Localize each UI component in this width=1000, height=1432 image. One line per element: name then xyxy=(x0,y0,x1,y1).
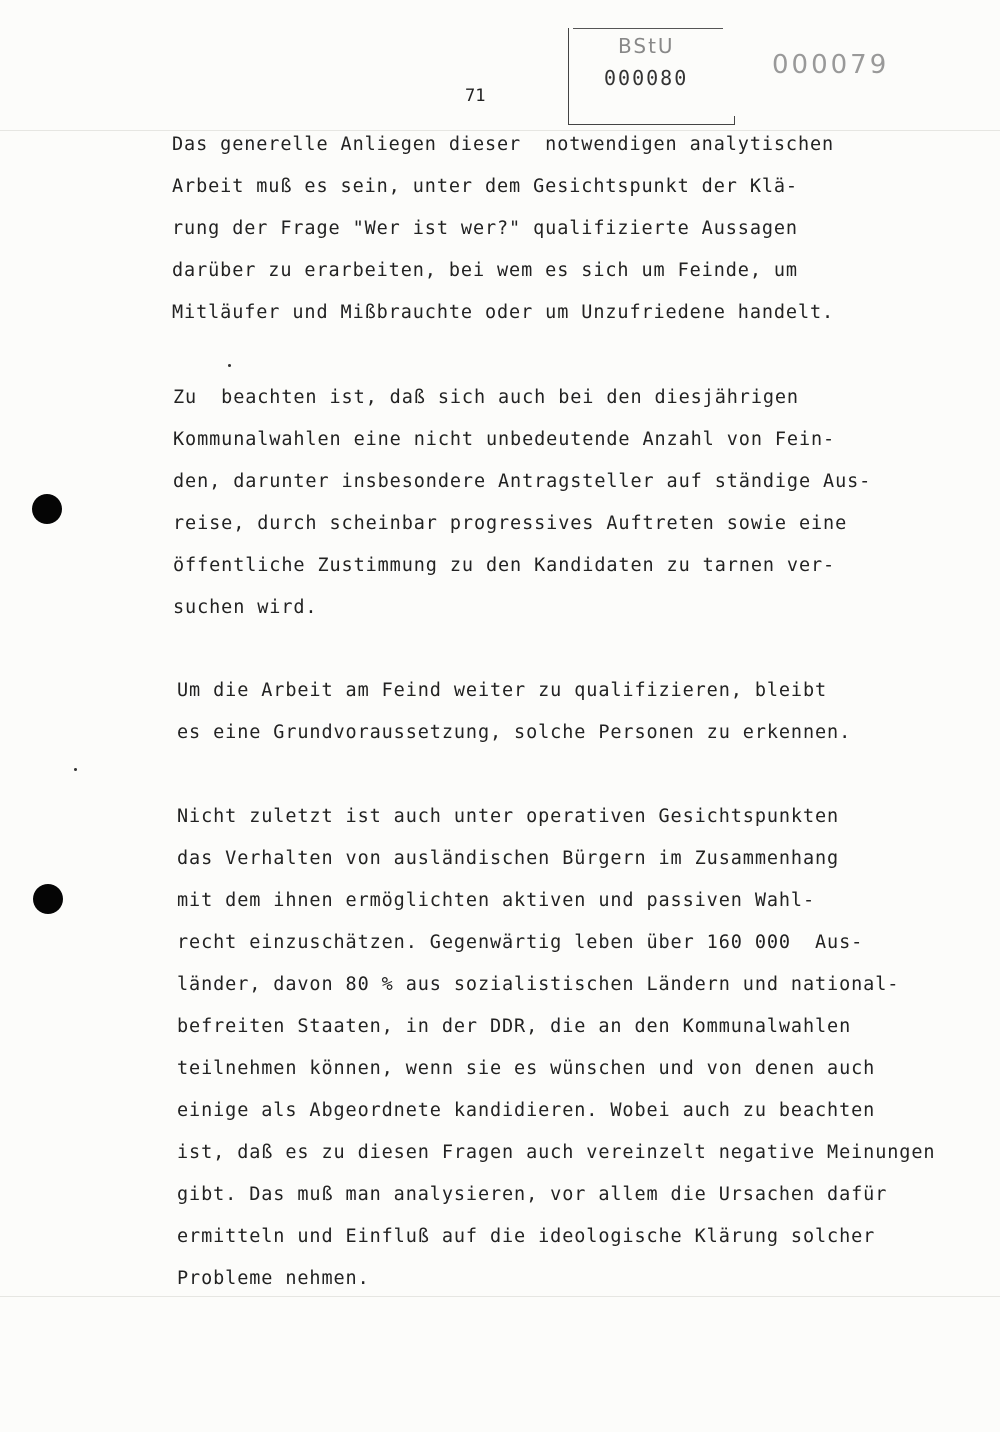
text-line: darüber zu erarbeiten, bei wem es sich um Feinde, um xyxy=(172,260,798,281)
speck xyxy=(74,768,77,771)
text-line: Arbeit muß es sein, unter dem Gesichtspunkt der Klä- xyxy=(172,176,798,197)
text-line: teilnehmen können, wenn sie es wünschen und von denen auch xyxy=(177,1058,876,1079)
text-line: suchen wird. xyxy=(173,597,318,618)
text-line: das Verhalten von ausländischen Bürgern im Zusammenhang xyxy=(177,848,840,869)
text-line: recht einzuschätzen. Gegenwärtig leben über 160 000 Aus- xyxy=(177,932,864,953)
paragraph-2 xyxy=(173,377,871,629)
text-line: Mitläufer und Mißbrauchte oder um Unzufriedene handelt. xyxy=(172,302,835,323)
text-line: Das generelle Anliegen dieser notwendigen analytischen xyxy=(172,134,835,155)
punch-hole xyxy=(32,494,62,524)
text-line: Kommunalwahlen eine nicht unbedeutende Anzahl von Fein- xyxy=(173,429,836,450)
punch-hole xyxy=(33,884,63,914)
text-line: Probleme nehmen. xyxy=(177,1268,370,1289)
text-line: ermitteln und Einfluß auf die ideologische Klärung solcher xyxy=(177,1226,876,1247)
paragraph-3 xyxy=(177,670,851,754)
page-number: 71 xyxy=(465,86,486,106)
paragraph-4 xyxy=(177,796,935,1300)
paragraph-1 xyxy=(172,124,834,334)
text-line: reise, durch scheinbar progressives Auftreten sowie eine xyxy=(173,513,848,534)
text-line: gibt. Das muß man analysieren, vor allem die Ursachen dafür xyxy=(177,1184,888,1205)
text-line: einige als Abgeordnete kandidieren. Wobei auch zu beachten xyxy=(177,1100,876,1121)
archive-number: 000079 xyxy=(772,50,890,80)
speck xyxy=(228,364,231,367)
stamp-label: BStU xyxy=(618,34,675,58)
text-line: Nicht zuletzt ist auch unter operativen Gesichtspunkten xyxy=(177,806,840,827)
text-line: Zu beachten ist, daß sich auch bei den diesjährigen xyxy=(173,387,799,408)
text-line: öffentliche Zustimmung zu den Kandidaten zu tarnen ver- xyxy=(173,555,836,576)
text-line: den, darunter insbesondere Antragsteller auf ständige Aus- xyxy=(173,471,872,492)
text-line: ist, daß es zu diesen Fragen auch vereinzelt negative Meinungen xyxy=(177,1142,936,1163)
text-line: rung der Frage "Wer ist wer?" qualifizierte Aussagen xyxy=(172,218,798,239)
stamp-number: 000080 xyxy=(604,66,689,90)
text-line: Um die Arbeit am Feind weiter zu qualifizieren, bleibt xyxy=(177,680,828,701)
text-line: befreiten Staaten, in der DDR, die an den Kommunalwahlen xyxy=(177,1016,852,1037)
text-line: mit dem ihnen ermöglichten aktiven und passiven Wahl- xyxy=(177,890,816,911)
text-line: länder, davon 80 % aus sozialistischen Ländern und national- xyxy=(177,974,900,995)
text-line: es eine Grundvoraussetzung, solche Personen zu erkennen. xyxy=(177,722,852,743)
